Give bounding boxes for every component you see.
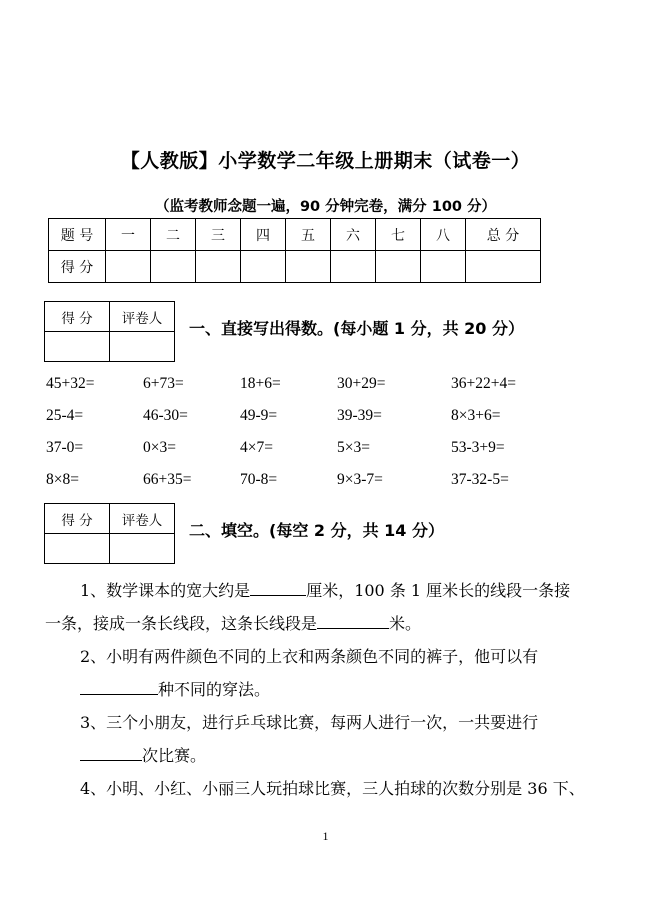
calc-problem: 5×3=	[337, 439, 370, 456]
score-header-cell: 二	[151, 219, 196, 251]
calc-problem: 37-32-5=	[451, 471, 509, 488]
question-1	[80, 578, 570, 601]
answer-blank[interactable]	[80, 680, 158, 695]
question-text: 3、三个小朋友，进行乒乓球比赛，每两人进行一次，一共要进行	[80, 713, 539, 732]
score-input-cell[interactable]	[151, 251, 196, 283]
calc-problem: 8×8=	[46, 471, 79, 488]
score-header-cell: 五	[286, 219, 331, 251]
question-text: 一条，接成一条长线段，这条长线段是	[45, 614, 318, 633]
calc-problem: 45+32=	[46, 375, 95, 392]
question-text: 种不同的穿法。	[158, 680, 271, 699]
score-row-label: 得 分	[49, 251, 106, 283]
score-input-cell[interactable]	[241, 251, 286, 283]
calc-problem: 18+6=	[240, 375, 281, 392]
answer-blank[interactable]	[250, 581, 306, 596]
question-text: 米。	[389, 614, 422, 633]
score-header-cell: 六	[331, 219, 376, 251]
calc-problem: 9×3-7=	[337, 471, 383, 488]
score-input-cell[interactable]	[421, 251, 466, 283]
score-header-cell: 三	[196, 219, 241, 251]
exam-instructions: （监考教师念题一遍，90 分钟完卷，满分 100 分）	[154, 199, 497, 215]
score-input-cell[interactable]	[286, 251, 331, 283]
question-text: 厘米，100 条 1 厘米长的线段一条接	[306, 581, 571, 600]
answer-blank[interactable]	[317, 614, 389, 629]
calc-problem: 39-39=	[337, 407, 382, 424]
question-4	[80, 776, 585, 799]
calc-problem: 8×3+6=	[451, 407, 501, 424]
grader-box-section1	[44, 301, 175, 362]
score-input-cell[interactable]	[466, 251, 541, 283]
grader-score-input[interactable]	[45, 332, 110, 362]
question-3-continued	[80, 743, 206, 766]
calc-problem: 25-4=	[46, 407, 84, 424]
page-title: 【人教版】小学数学二年级上册期末（试卷一）	[120, 150, 531, 172]
question-text: 1、数学课本的宽大约是	[80, 581, 251, 600]
score-header-cell: 七	[376, 219, 421, 251]
section1-heading: 一、直接写出得数。(每小题 1 分，共 20 分）	[189, 319, 524, 338]
score-header-cell: 题 号	[49, 219, 106, 251]
score-header-cell: 一	[106, 219, 151, 251]
question-text: 次比赛。	[142, 746, 207, 765]
calc-problem: 66+35=	[143, 471, 192, 488]
score-header-cell: 四	[241, 219, 286, 251]
grader-box-section2	[44, 503, 175, 564]
question-text: 2、小明有两件颜色不同的上衣和两条颜色不同的裤子，他可以有	[80, 647, 539, 666]
calc-problem: 4×7=	[240, 439, 273, 456]
section2-heading: 二、填空。(每空 2 分，共 14 分）	[189, 521, 444, 540]
calc-problem: 36+22+4=	[451, 375, 516, 392]
calc-problem: 53-3+9=	[451, 439, 505, 456]
grader-name-label: 评卷人	[110, 504, 175, 534]
calc-problem: 37-0=	[46, 439, 84, 456]
calc-problem: 0×3=	[143, 439, 176, 456]
grader-score-input[interactable]	[45, 534, 110, 564]
score-input-cell[interactable]	[196, 251, 241, 283]
score-table	[48, 218, 541, 283]
calc-problem: 6+73=	[143, 375, 184, 392]
question-1-continued	[45, 611, 421, 634]
score-input-cell[interactable]	[331, 251, 376, 283]
score-header-cell: 总 分	[466, 219, 541, 251]
score-input-cell[interactable]	[376, 251, 421, 283]
score-table-score-row	[49, 251, 541, 283]
calc-problem: 70-8=	[240, 471, 278, 488]
grader-score-label: 得 分	[45, 302, 110, 332]
calc-problem: 46-30=	[143, 407, 188, 424]
question-2-continued	[80, 677, 270, 700]
answer-blank[interactable]	[80, 746, 142, 761]
question-3	[80, 710, 538, 733]
page-number: 1	[322, 829, 329, 843]
grader-name-label: 评卷人	[110, 302, 175, 332]
question-2	[80, 644, 538, 667]
score-table-header-row	[49, 219, 541, 251]
calc-problem: 30+29=	[337, 375, 386, 392]
question-text: 4、小明、小红、小丽三人玩拍球比赛，三人拍球的次数分别是 36 下、	[80, 779, 585, 798]
calc-problem: 49-9=	[240, 407, 278, 424]
score-header-cell: 八	[421, 219, 466, 251]
grader-score-label: 得 分	[45, 504, 110, 534]
score-input-cell[interactable]	[106, 251, 151, 283]
grader-name-input[interactable]	[110, 534, 175, 564]
grader-name-input[interactable]	[110, 332, 175, 362]
